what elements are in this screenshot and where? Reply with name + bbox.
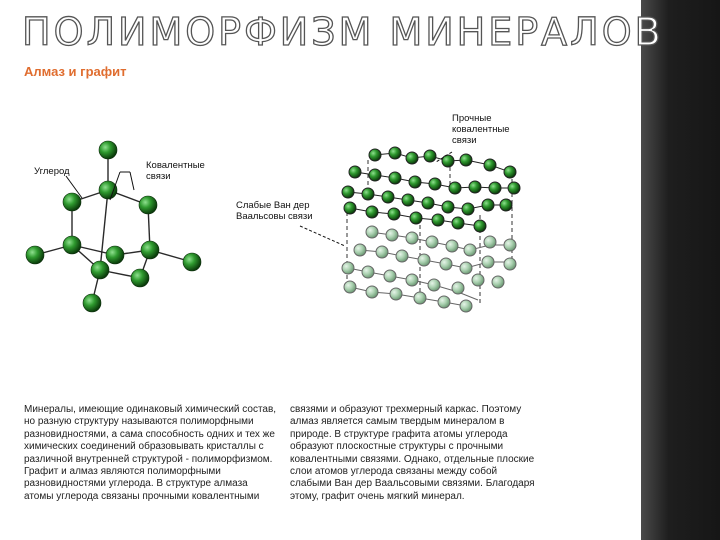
- side-bar: [641, 0, 720, 540]
- graphite-layer-top: [342, 147, 520, 232]
- carbon-label: Углерод: [34, 166, 70, 177]
- covalent-bonds-label: Ковалентные связи: [146, 160, 205, 182]
- weak-bonds-label: Слабые Ван дер Ваальсовы связи: [236, 200, 313, 222]
- strong-bonds-label: Прочные ковалентные связи: [452, 113, 510, 146]
- slide-title: ПОЛИМОРФИЗМ МИНЕРАЛОВ: [22, 10, 664, 54]
- caption-left: [24, 404, 278, 503]
- caption-right-text: связями и образуют трехмерный каркас. Поэтому алмаз является самым твердым минералом в природе. В структуре графита атомы углерода образуют плоскостные структуры с прочными ковалентными связями. Однако, отдельные плоские слои атомов углерода связаны между собой слабыми Ван дер Ваальсовыми связями. Благодаря этому, графит очень мягкий минерал.: [290, 404, 535, 502]
- slide-subtitle: Алмаз и графит: [24, 64, 127, 79]
- caption-left-text: Минералы, имеющие одинаковый химический состав, но разную структуру называются полиморфными разновидностями, а сама способность одних и тех же химических соединений образовывать кристаллы с различной внутренней структурой - полиморфизмом. Графит и алмаз являются полиморфными разновидностями углерода. В структуре алмаза атомы углерода связаны прочными ковалентными: [24, 404, 277, 502]
- caption-right: [290, 404, 538, 503]
- graphite-layer-bottom: [342, 226, 516, 312]
